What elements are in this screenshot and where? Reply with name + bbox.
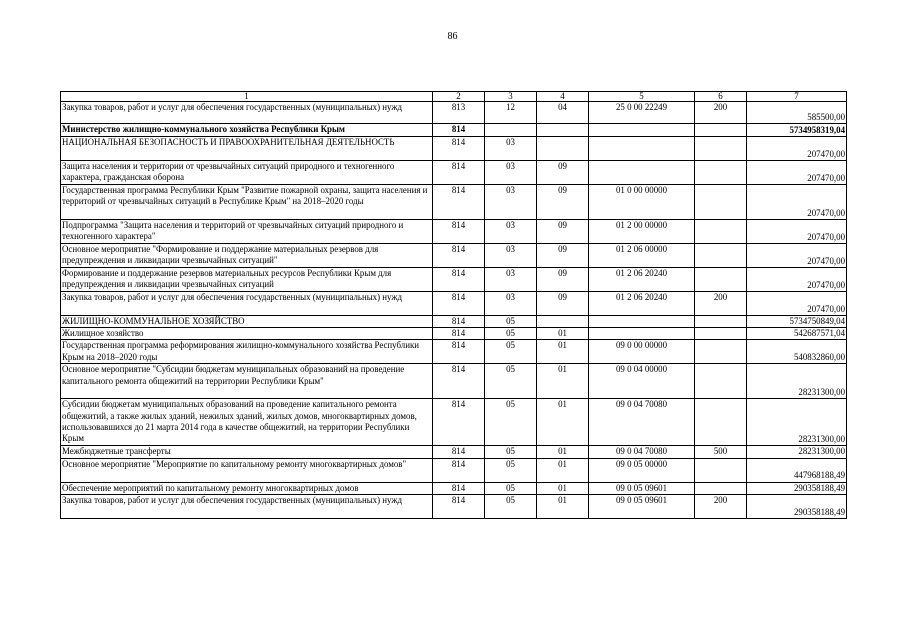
cell-amount: 290358188,49 — [747, 494, 847, 518]
cell-ministry-code: 814 — [433, 340, 485, 364]
cell-ministry-code: 814 — [433, 292, 485, 316]
cell-target-item: 09 0 05 09601 — [589, 494, 695, 518]
row-name: Подпрограмма "Защита населения и территорий от чрезвычайных ситуаций природного и техногенного характера" — [61, 220, 433, 244]
column-number-row — [61, 92, 847, 102]
cell-subsection: 01 — [537, 340, 589, 364]
cell-target-item: 01 2 06 20240 — [589, 292, 695, 316]
column-header: 4 — [537, 92, 589, 102]
table-row — [61, 268, 847, 292]
cell-subsection: 09 — [537, 185, 589, 220]
row-name: НАЦИОНАЛЬНАЯ БЕЗОПАСНОСТЬ И ПРАВООХРАНИТЕЛЬНАЯ ДЕЯТЕЛЬНОСТЬ — [61, 137, 433, 161]
cell-ministry-code: 814 — [433, 399, 485, 446]
cell-subsection: 09 — [537, 268, 589, 292]
cell-subsection — [537, 124, 589, 137]
cell-expense-type — [695, 161, 747, 185]
cell-amount: 207470,00 — [747, 220, 847, 244]
table-row — [61, 399, 847, 446]
cell-amount: 207470,00 — [747, 185, 847, 220]
cell-ministry-code: 814 — [433, 446, 485, 458]
cell-section: 05 — [485, 446, 537, 458]
column-header: 6 — [695, 92, 747, 102]
row-name: Закупка товаров, работ и услуг для обеспечения государственных (муниципальных) нужд — [61, 494, 433, 518]
row-name: Государственная программа Республики Крым "Развитие пожарной охраны, защита населения и территорий от чрезвычайных ситуаций в Республике Крым" на 2018–2020 годы — [61, 185, 433, 220]
cell-section: 05 — [485, 399, 537, 446]
column-header: 2 — [433, 92, 485, 102]
row-name: Межбюджетные трансферты — [61, 446, 433, 458]
cell-section: 05 — [485, 494, 537, 518]
page-number: 86 — [447, 31, 458, 42]
cell-subsection: 04 — [537, 102, 589, 124]
cell-expense-type: 200 — [695, 494, 747, 518]
column-header: 3 — [485, 92, 537, 102]
row-name: Жилищное хозяйство — [61, 328, 433, 340]
cell-target-item: 09 0 00 00000 — [589, 340, 695, 364]
cell-section: 05 — [485, 340, 537, 364]
cell-ministry-code: 814 — [433, 220, 485, 244]
cell-subsection: 01 — [537, 458, 589, 482]
cell-section: 03 — [485, 161, 537, 185]
cell-expense-type — [695, 458, 747, 482]
table-row — [61, 482, 847, 494]
cell-target-item: 09 0 04 70080 — [589, 446, 695, 458]
cell-subsection: 09 — [537, 220, 589, 244]
cell-expense-type: 500 — [695, 446, 747, 458]
table-row — [61, 124, 847, 137]
cell-target-item: 01 2 06 20240 — [589, 268, 695, 292]
table-row — [61, 185, 847, 220]
column-header: 7 — [747, 92, 847, 102]
table-row — [61, 137, 847, 161]
cell-expense-type — [695, 316, 747, 328]
cell-target-item — [589, 328, 695, 340]
cell-amount: 5734958319,04 — [747, 124, 847, 137]
row-name: Государственная программа реформирования жилищно-коммунального хозяйства Республики Крым на 2018–2020 годы — [61, 340, 433, 364]
column-header: 1 — [61, 92, 433, 102]
table-row — [61, 446, 847, 458]
cell-amount: 207470,00 — [747, 292, 847, 316]
cell-ministry-code: 814 — [433, 124, 485, 137]
cell-expense-type — [695, 244, 747, 268]
cell-target-item: 09 0 04 00000 — [589, 364, 695, 399]
cell-ministry-code: 813 — [433, 102, 485, 124]
row-name: Обеспечение мероприятий по капитальному ремонту многоквартирных домов — [61, 482, 433, 494]
cell-section: 05 — [485, 364, 537, 399]
cell-amount: 542687571,04 — [747, 328, 847, 340]
cell-target-item: 09 0 05 00000 — [589, 458, 695, 482]
cell-expense-type — [695, 364, 747, 399]
cell-subsection: 01 — [537, 446, 589, 458]
cell-section: 03 — [485, 185, 537, 220]
cell-section: 05 — [485, 316, 537, 328]
cell-amount: 5734750849,04 — [747, 316, 847, 328]
cell-amount: 540832860,00 — [747, 340, 847, 364]
cell-amount: 207470,00 — [747, 161, 847, 185]
table-row — [61, 102, 847, 124]
cell-amount: 447968188,49 — [747, 458, 847, 482]
cell-expense-type — [695, 328, 747, 340]
cell-subsection — [537, 137, 589, 161]
cell-expense-type — [695, 220, 747, 244]
cell-expense-type — [695, 399, 747, 446]
cell-ministry-code: 814 — [433, 364, 485, 399]
cell-expense-type — [695, 137, 747, 161]
cell-amount: 207470,00 — [747, 244, 847, 268]
cell-subsection: 09 — [537, 161, 589, 185]
cell-amount: 28231300,00 — [747, 399, 847, 446]
table-row — [61, 316, 847, 328]
cell-expense-type — [695, 268, 747, 292]
cell-section: 03 — [485, 137, 537, 161]
row-name: Формирование и поддержание резервов материальных ресурсов Республики Крым для предупреждения и ликвидации чрезвычайных ситуаций — [61, 268, 433, 292]
cell-target-item: 01 0 00 00000 — [589, 185, 695, 220]
cell-amount: 207470,00 — [747, 268, 847, 292]
table-row — [61, 244, 847, 268]
table-row — [61, 340, 847, 364]
cell-expense-type — [695, 482, 747, 494]
cell-section: 03 — [485, 268, 537, 292]
cell-ministry-code: 814 — [433, 494, 485, 518]
cell-subsection: 09 — [537, 292, 589, 316]
budget-table — [60, 91, 847, 519]
cell-section: 03 — [485, 244, 537, 268]
cell-ministry-code: 814 — [433, 482, 485, 494]
cell-target-item — [589, 316, 695, 328]
cell-target-item — [589, 137, 695, 161]
table-row — [61, 161, 847, 185]
cell-ministry-code: 814 — [433, 458, 485, 482]
row-name: Субсидии бюджетам муниципальных образований на проведение капитального ремонта общежитий, а также жилых зданий, нежилых зданий, жилых домов, многоквартирных домов, использовавшихся до 21 марта 2014 года в качестве общежитий, на территории Республики Крым — [61, 399, 433, 446]
cell-subsection: 01 — [537, 399, 589, 446]
table-body — [61, 102, 847, 519]
cell-subsection: 01 — [537, 328, 589, 340]
cell-amount: 290358188,49 — [747, 482, 847, 494]
cell-section — [485, 124, 537, 137]
cell-expense-type: 200 — [695, 292, 747, 316]
table-row — [61, 494, 847, 518]
cell-target-item: 09 0 04 70080 — [589, 399, 695, 446]
cell-ministry-code: 814 — [433, 185, 485, 220]
cell-section: 05 — [485, 328, 537, 340]
cell-subsection: 01 — [537, 364, 589, 399]
cell-target-item — [589, 161, 695, 185]
cell-ministry-code: 814 — [433, 268, 485, 292]
cell-section: 03 — [485, 220, 537, 244]
cell-target-item: 01 2 00 00000 — [589, 220, 695, 244]
cell-subsection — [537, 316, 589, 328]
cell-expense-type: 200 — [695, 102, 747, 124]
row-name: Защита населения и территории от чрезвычайных ситуаций природного и техногенного характера, гражданская оборона — [61, 161, 433, 185]
table-row — [61, 458, 847, 482]
cell-amount: 207470,00 — [747, 137, 847, 161]
cell-amount: 28231300,00 — [747, 446, 847, 458]
row-name: Основное мероприятие "Субсидии бюджетам муниципальных образований на проведение капитального ремонта общежитий на территории Республики Крым" — [61, 364, 433, 399]
cell-ministry-code: 814 — [433, 161, 485, 185]
row-name: Основное мероприятие "Формирование и поддержание материальных резервов для предупреждения и ликвидации чрезвычайных ситуаций" — [61, 244, 433, 268]
table-row — [61, 220, 847, 244]
row-name: ЖИЛИЩНО-КОММУНАЛЬНОЕ ХОЗЯЙСТВО — [61, 316, 433, 328]
table-row — [61, 328, 847, 340]
cell-amount: 28231300,00 — [747, 364, 847, 399]
table-row — [61, 364, 847, 399]
cell-target-item: 01 2 06 00000 — [589, 244, 695, 268]
row-name: Министерство жилищно-коммунального хозяйства Республики Крым — [61, 124, 433, 137]
cell-expense-type — [695, 124, 747, 137]
cell-amount: 585500,00 — [747, 102, 847, 124]
cell-subsection: 01 — [537, 494, 589, 518]
table-row — [61, 292, 847, 316]
cell-expense-type — [695, 185, 747, 220]
cell-subsection: 09 — [537, 244, 589, 268]
cell-target-item: 09 0 05 09601 — [589, 482, 695, 494]
row-name: Основное мероприятие "Мероприятие по капитальному ремонту многоквартирных домов" — [61, 458, 433, 482]
cell-target-item — [589, 124, 695, 137]
cell-target-item: 25 0 00 22249 — [589, 102, 695, 124]
cell-subsection: 01 — [537, 482, 589, 494]
cell-ministry-code: 814 — [433, 137, 485, 161]
cell-section: 03 — [485, 292, 537, 316]
row-name: Закупка товаров, работ и услуг для обеспечения государственных (муниципальных) нужд — [61, 292, 433, 316]
cell-ministry-code: 814 — [433, 316, 485, 328]
cell-section: 12 — [485, 102, 537, 124]
cell-section: 05 — [485, 458, 537, 482]
cell-ministry-code: 814 — [433, 244, 485, 268]
cell-section: 05 — [485, 482, 537, 494]
cell-expense-type — [695, 340, 747, 364]
row-name: Закупка товаров, работ и услуг для обеспечения государственных (муниципальных) нужд — [61, 102, 433, 124]
column-header: 5 — [589, 92, 695, 102]
cell-ministry-code: 814 — [433, 328, 485, 340]
